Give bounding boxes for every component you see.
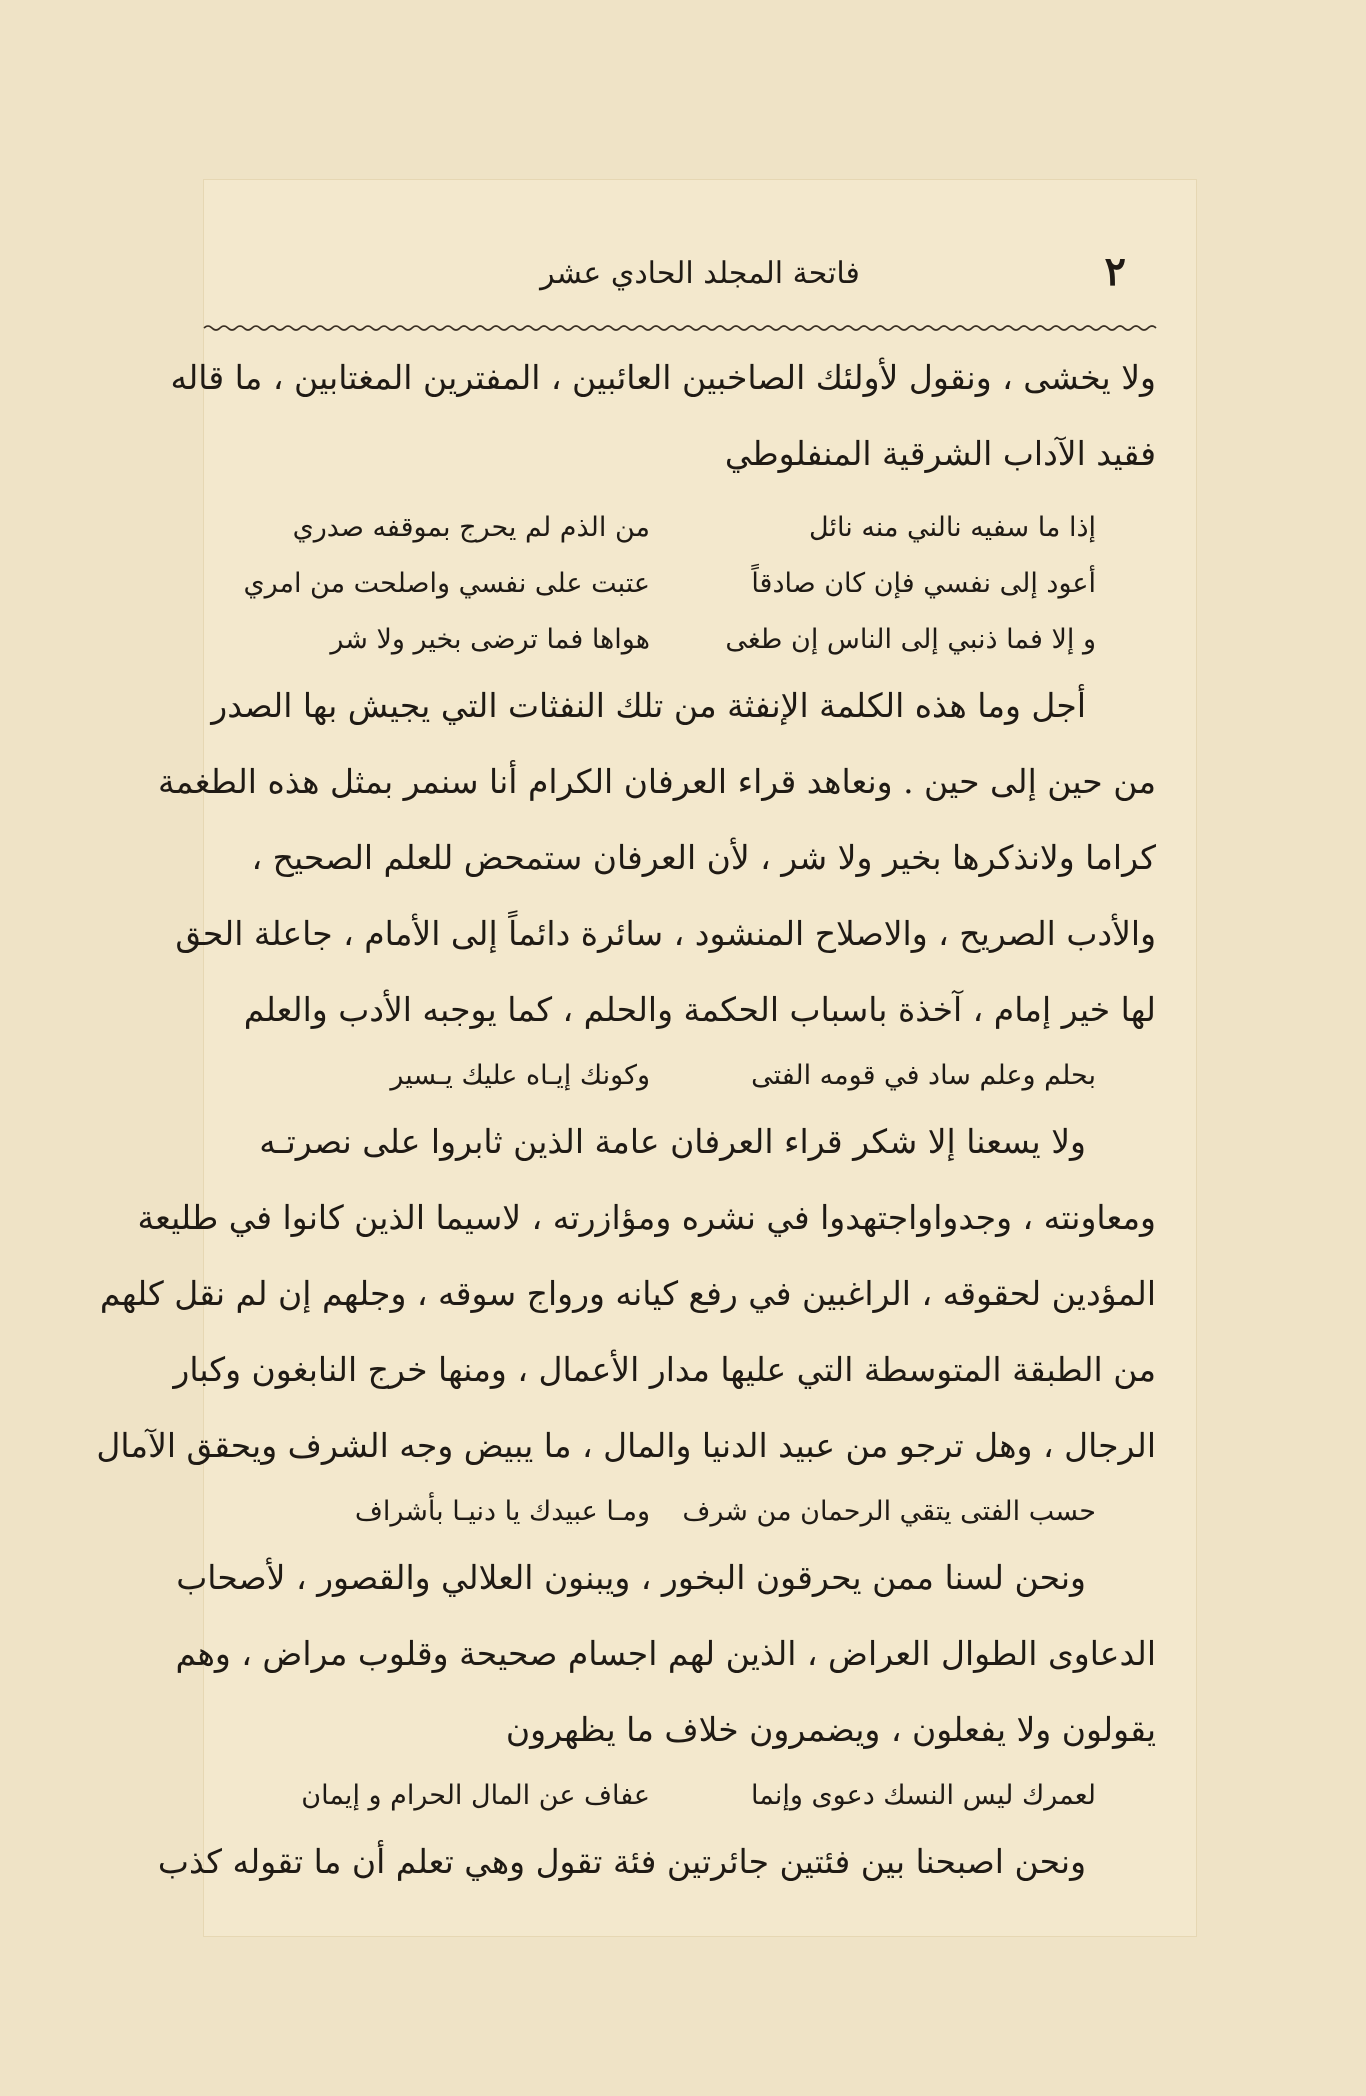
text-line: يقولون ولا يفعلون ، ويضمرون خلاف ما يظهرون: [505, 1710, 1156, 1749]
text-line: والأدب الصريح ، والاصلاح المنشود ، سائرة دائماً إلى الأمام ، جاعلة الحق: [175, 914, 1156, 953]
text-line: لها خير إمام ، آخذة باسباب الحكمة والحلم ، كما يوجبه الأدب والعلم: [243, 990, 1156, 1029]
page-body: [96, 340, 1156, 1900]
verse-first-hemistich: إذا ما سفيه نالني منه نائل: [809, 512, 1096, 543]
page-number: ٢: [1104, 248, 1126, 295]
text-line: من الطبقة المتوسطة التي عليها مدار الأعمال ، ومنها خرج النابغون وكبار: [173, 1350, 1156, 1389]
text-line: من حين إلى حين . ونعاهد قراء العرفان الكرام أنا سنمر بمثل هذه الطغمة: [157, 762, 1156, 801]
verse-second-hemistich: عفاف عن المال الحرام و إيمان: [301, 1780, 650, 1811]
running-title: فاتحة المجلد الحادي عشر: [540, 256, 860, 291]
text-line: أجل وما هذه الكلمة الإنفثة من تلك النفثات التي يجيش بها الصدر: [211, 686, 1086, 725]
verse-second-hemistich: هواها فما ترضى بخير ولا شر: [330, 624, 650, 655]
verse-second-hemistich: وكونك إيـاه عليك يـسير: [390, 1060, 650, 1091]
verse-line: [224, 500, 1156, 556]
text-line: المؤدين لحقوقه ، الراغبين في رفع كيانه ورواج سوقه ، وجلهم إن لم نقل كلهم: [99, 1274, 1156, 1313]
verse-first-hemistich: بحلم وعلم ساد في قومه الفتى: [751, 1060, 1096, 1091]
verse-first-hemistich: حسب الفتى يتقي الرحمان من شرف: [682, 1496, 1096, 1527]
verse-line: [224, 1484, 1156, 1540]
verse-second-hemistich: من الذم لم يحرج بموقفه صدري: [292, 512, 650, 543]
text-line: ولا يخشى ، ونقول لأولئك الصاخبين العائبين ، المفترين المغتابين ، ما قاله: [170, 358, 1156, 397]
verse-second-hemistich: عتبت على نفسي واصلحت من امري: [243, 568, 650, 599]
verse-first-hemistich: أعود إلى نفسي فإن كان صادقاً: [751, 568, 1096, 599]
text-line: ونحن لسنا ممن يحرقون البخور ، ويبنون العلالي والقصور ، لأصحاب: [176, 1558, 1086, 1597]
verse-line: [224, 1048, 1156, 1104]
text-line: فقيد الآداب الشرقية المنفلوطي: [724, 434, 1156, 473]
page-header: [224, 248, 1176, 318]
verse-first-hemistich: و إلا فما ذنبي إلى الناس إن طغى: [725, 624, 1096, 655]
text-line: الدعاوى الطوال العراض ، الذين لهم اجسام صحيحة وقلوب مراض ، وهم: [175, 1634, 1156, 1673]
text-line: ومعاونته ، وجدواواجتهدوا في نشره ومؤازرته ، لاسيما الذين كانوا في طليعة: [137, 1198, 1156, 1237]
text-line: ولا يسعنا إلا شكر قراء العرفان عامة الذين ثابروا على نصرتـه: [259, 1122, 1086, 1161]
verse-line: [224, 1768, 1156, 1824]
text-line: كراما ولانذكرها بخير ولا شر ، لأن العرفان ستمحض للعلم الصحيح ،: [251, 838, 1156, 877]
text-line: ونحن اصبحنا بين فئتين جائرتين فئة تقول وهي تعلم أن ما تقوله كذب: [157, 1842, 1086, 1881]
verse-line: [224, 612, 1156, 668]
verse-line: [224, 556, 1156, 612]
verse-first-hemistich: لعمرك ليس النسك دعوى وإنما: [751, 1780, 1096, 1811]
header-divider: [204, 322, 1156, 334]
text-line: الرجال ، وهل ترجو من عبيد الدنيا والمال ، ما يبيض وجه الشرف ويحقق الآمال: [96, 1426, 1156, 1465]
verse-second-hemistich: ومـا عبيدك يا دنيـا بأشراف: [354, 1496, 650, 1527]
book-page: [96, 180, 1196, 1936]
